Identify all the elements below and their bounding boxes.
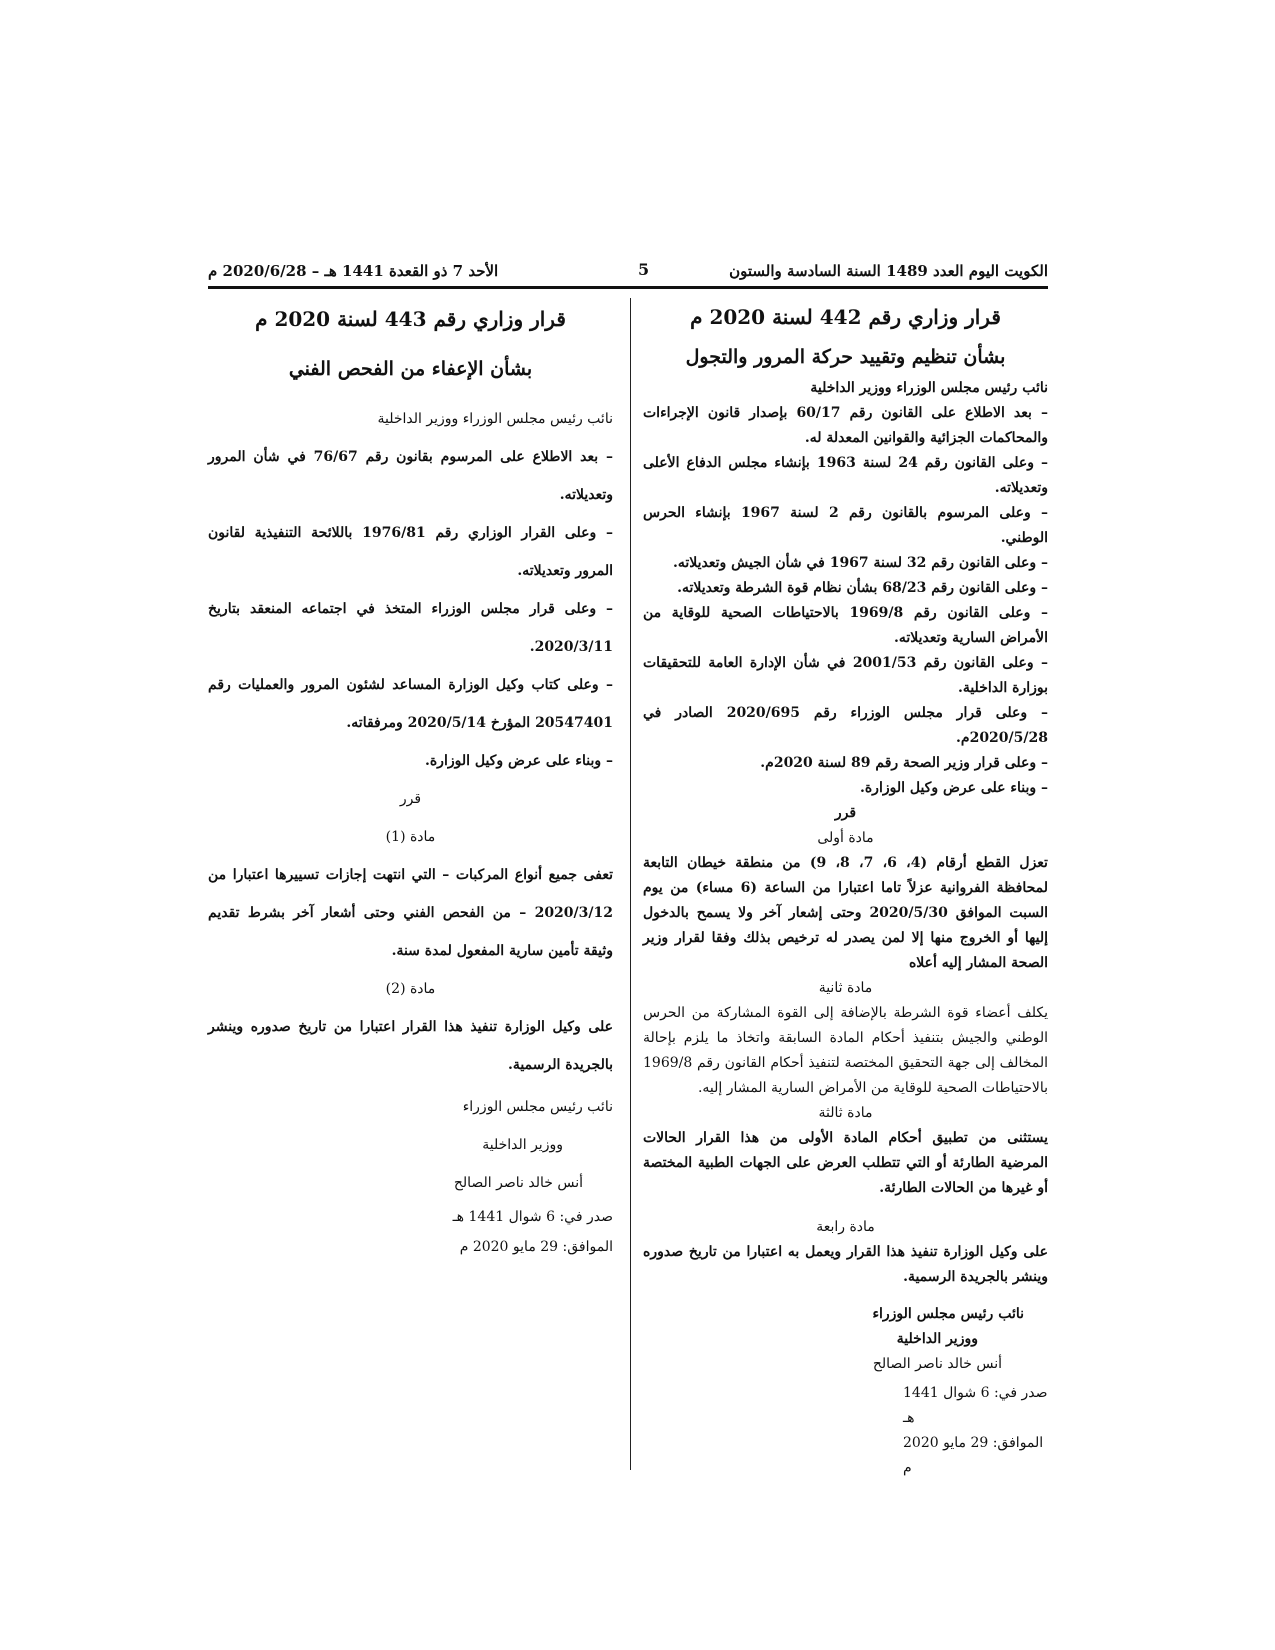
column-divider xyxy=(630,298,631,1470)
header-page-number: 5 xyxy=(638,260,650,279)
decision-442-title: قرار وزاري رقم 442 لسنة 2020 م xyxy=(690,305,1001,329)
decision-443-recital: – وبناء على عرض وكيل الوزارة. xyxy=(424,753,613,769)
decision-443-article-1-heading: مادة (1) xyxy=(385,829,436,845)
decision-443-article-2-heading: مادة (2) xyxy=(385,981,436,997)
decision-442-column xyxy=(643,302,1048,1481)
decision-443-article-1-text: تعفى جميع أنواع المركبات – التي انتهت إجازات تسييرها اعتبارا من 2020/3/12 – من الفحص الفني وحتى أشعار آخر بشرط تقديم وثيقة تأمين سارية المفعول لمدة سنة. xyxy=(208,867,613,959)
decision-442-article-1-heading: مادة أولى xyxy=(817,830,874,846)
decision-442-signatory-title: نائب رئيس مجلس الوزراء xyxy=(872,1306,1024,1322)
decision-443-issued-hijri: صدر في: 6 شوال 1441 هـ xyxy=(452,1209,613,1225)
decision-442-signatory-ministry: ووزير الداخلية xyxy=(896,1331,978,1347)
decision-442-article-2-heading: مادة ثانية xyxy=(818,980,873,996)
decision-443-signatory-title: نائب رئيس مجلس الوزراء xyxy=(462,1099,613,1115)
decision-442-article-4-text: على وكيل الوزارة تنفيذ هذا القرار ويعمل به اعتبارا من تاريخ صدوره وينشر بالجريدة الرسمية. xyxy=(643,1244,1048,1285)
decision-443-recital: – وعلى القرار الوزاري رقم 1976/81 باللائحة التنفيذية لقانون المرور وتعديلاته. xyxy=(208,525,614,579)
decision-443-column xyxy=(208,302,613,1262)
page-header xyxy=(208,258,1048,284)
decision-442-recital: – وعلى القانون رقم 68/23 بشأن نظام قوة الشرطة وتعديلاته. xyxy=(677,580,1048,596)
decision-442-subtitle: بشأن تنظيم وتقييد حركة المرور والتجول xyxy=(685,346,1006,368)
decision-443-recital: – بعد الاطلاع على المرسوم بقانون رقم 76/67 في شأن المرور وتعديلاته. xyxy=(208,449,613,503)
decision-442-article-1-text: تعزل القطع أرقام (4، 6، 7، 8، 9) من منطقة خيطان التابعة لمحافظة الفروانية عزلاً تاما اعتبارا من الساعة (6 مساء) من يوم السبت الموافق 2020/5/30 وحتى إشعار آخر ولا يسمح بالدخول إليها أو الخروج منها إلا لمن يصدر له ترخيص بذلك وفقا لقرار وزير الصحة المشار إليه أعلاه xyxy=(643,855,1048,971)
decision-442-recital: – وعلى القانون رقم 1969/8 بالاحتياطات الصحية للوقاية من الأمراض السارية وتعديلاته. xyxy=(643,605,1048,646)
decision-442-issued-gregorian: الموافق: 29 مايو 2020 م xyxy=(903,1435,1044,1476)
decision-443-subtitle: بشأن الإعفاء من الفحص الفني xyxy=(288,358,533,380)
decision-443-recital: – وعلى كتاب وكيل الوزارة المساعد لشئون المرور والعمليات رقم 20547401 المؤرخ 2020/5/14 ومرفقاته. xyxy=(208,677,613,731)
decision-443-signatory-ministry: ووزير الداخلية xyxy=(482,1137,563,1153)
decision-442-recital: – وعلى القانون رقم 2001/53 في شأن الإدارة العامة للتحقيقات بوزارة الداخلية. xyxy=(643,655,1048,696)
decision-442-signatory-name: أنس خالد ناصر الصالح xyxy=(872,1356,1002,1372)
decision-442-recital: – وعلى القانون رقم 32 لسنة 1967 في شأن الجيش وتعديلاته. xyxy=(673,555,1048,571)
decision-442-article-3-heading: مادة ثالثة xyxy=(818,1105,873,1121)
decision-443-title: قرار وزاري رقم 443 لسنة 2020 م xyxy=(255,307,566,331)
decision-442-article-3-text: يستثنى من تطبيق أحكام المادة الأولى من هذا القرار الحالات المرضية الطارئة أو التي تتطلب العرض على الجهات الطبية المختصة أو غيرها من الحالات الطارئة. xyxy=(643,1130,1048,1196)
decision-442-recital: – وعلى قرار مجلس الوزراء رقم 2020/695 الصادر في 2020/5/28م. xyxy=(643,705,1048,746)
header-date: الأحد 7 ذو القعدة 1441 هـ – 2020/6/28 م xyxy=(208,262,499,280)
decision-443-issued-gregorian: الموافق: 29 مايو 2020 م xyxy=(459,1239,613,1255)
decision-442-article-4-heading: مادة رابعة xyxy=(816,1219,875,1235)
decision-442-issuer: نائب رئيس مجلس الوزراء ووزير الداخلية xyxy=(810,380,1048,396)
decision-443-recital: – وعلى قرار مجلس الوزراء المتخذ في اجتماعه المنعقد بتاريخ 2020/3/11. xyxy=(208,601,613,655)
header-rule xyxy=(208,286,1048,289)
header-issue-info: الكويت اليوم العدد 1489 السنة السادسة والستون xyxy=(729,262,1048,280)
decision-442-article-2-text: يكلف أعضاء قوة الشرطة بالإضافة إلى القوة المشاركة من الحرس الوطني والجيش بتنفيذ أحكام المادة السابقة واتخاذ ما يلزم بإحالة المخالف إلى جهة التحقيق المختصة لتنفيذ أحكام القانون رقم 1969/8 بالاحتياطات الصحية للوقاية من الأمراض السارية المشار إليه. xyxy=(643,1005,1048,1096)
decision-443-signatory-name: أنس خالد ناصر الصالح xyxy=(453,1175,583,1191)
decision-442-recital: – وعلى قرار وزير الصحة رقم 89 لسنة 2020م. xyxy=(760,755,1048,771)
decision-442-recital: – وعلى القانون رقم 24 لسنة 1963 بإنشاء مجلس الدفاع الأعلى وتعديلاته. xyxy=(643,455,1049,496)
decision-442-decided: قرر xyxy=(834,805,857,821)
decision-443-decided: قرر xyxy=(399,791,422,807)
decision-443-issuer: نائب رئيس مجلس الوزراء ووزير الداخلية xyxy=(377,411,613,427)
decision-442-recital: – وبناء على عرض وكيل الوزارة. xyxy=(859,780,1048,796)
decision-443-article-2-text: على وكيل الوزارة تنفيذ هذا القرار اعتبارا من تاريخ صدوره وينشر بالجريدة الرسمية. xyxy=(208,1019,613,1073)
decision-442-issued-hijri: صدر في: 6 شوال 1441 هـ xyxy=(903,1385,1048,1426)
decision-442-recital: – وعلى المرسوم بالقانون رقم 2 لسنة 1967 بإنشاء الحرس الوطني. xyxy=(643,505,1048,546)
decision-442-recital: – بعد الاطلاع على القانون رقم 60/17 بإصدار قانون الإجراءات والمحاكمات الجزائية والقوانين المعدلة له. xyxy=(643,405,1049,446)
